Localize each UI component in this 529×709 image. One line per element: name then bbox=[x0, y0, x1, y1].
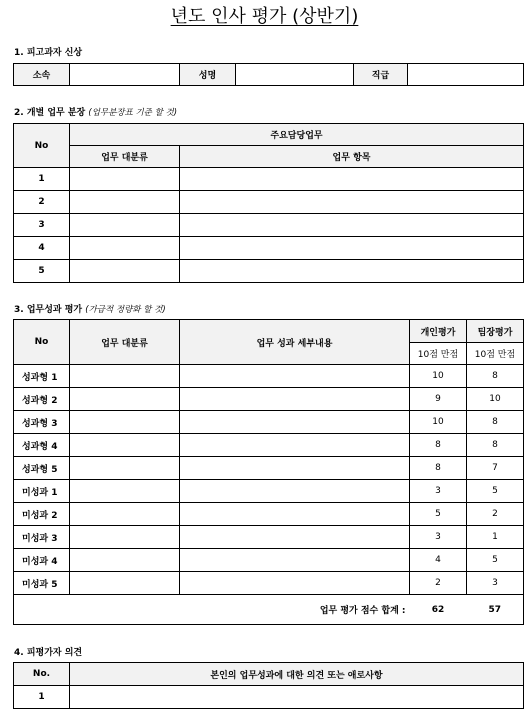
perf-category-cell[interactable] bbox=[70, 526, 180, 549]
self-eval-header: 개인평가 bbox=[410, 320, 467, 343]
manager-score-cell[interactable]: 1 bbox=[467, 526, 524, 549]
position-field[interactable] bbox=[408, 64, 524, 86]
self-score-cell[interactable]: 5 bbox=[410, 503, 467, 526]
perf-row-no: 성과형 1 bbox=[14, 365, 70, 388]
manager-eval-max: 10점 만점 bbox=[467, 343, 524, 365]
self-score-cell[interactable]: 3 bbox=[410, 480, 467, 503]
total-manager-score: 57 bbox=[467, 595, 524, 625]
perf-category-cell[interactable] bbox=[70, 480, 180, 503]
perf-detail-cell[interactable] bbox=[180, 388, 410, 411]
perf-row-no: 미성과 1 bbox=[14, 480, 70, 503]
duty-assignment-table bbox=[13, 123, 524, 283]
duty-category-cell[interactable] bbox=[70, 168, 180, 191]
self-score-cell[interactable]: 9 bbox=[410, 388, 467, 411]
opinion-table bbox=[13, 662, 524, 709]
duty-category-cell[interactable] bbox=[70, 214, 180, 237]
perf-row-no: 성과형 4 bbox=[14, 434, 70, 457]
manager-score-cell[interactable]: 2 bbox=[467, 503, 524, 526]
duty-item-cell[interactable] bbox=[180, 260, 524, 283]
perf-category-cell[interactable] bbox=[70, 572, 180, 595]
label-department: 소속 bbox=[14, 64, 70, 86]
perf-row-no: 성과형 5 bbox=[14, 457, 70, 480]
perf-category-cell[interactable] bbox=[70, 411, 180, 434]
section3-note: (가급적 정량화 할 것) bbox=[85, 305, 166, 315]
duty-no-header: No bbox=[14, 124, 70, 168]
manager-score-cell[interactable]: 3 bbox=[467, 572, 524, 595]
label-name: 성명 bbox=[180, 64, 236, 86]
perf-row-no: 미성과 5 bbox=[14, 572, 70, 595]
section4-heading: 4. 피평가자 의견 bbox=[14, 648, 83, 658]
perf-category-header: 업무 대분류 bbox=[70, 320, 180, 365]
perf-category-cell[interactable] bbox=[70, 434, 180, 457]
manager-score-cell[interactable]: 8 bbox=[467, 434, 524, 457]
duty-row-no: 3 bbox=[14, 214, 70, 237]
opinion-header: 본인의 업무성과에 대한 의견 또는 애로사항 bbox=[70, 663, 524, 686]
duty-category-cell[interactable] bbox=[70, 260, 180, 283]
perf-category-cell[interactable] bbox=[70, 549, 180, 572]
perf-row-no: 성과형 3 bbox=[14, 411, 70, 434]
perf-detail-cell[interactable] bbox=[180, 457, 410, 480]
name-field[interactable] bbox=[236, 64, 354, 86]
duty-row-no: 1 bbox=[14, 168, 70, 191]
perf-row-no: 미성과 3 bbox=[14, 526, 70, 549]
self-score-cell[interactable]: 4 bbox=[410, 549, 467, 572]
duty-category-cell[interactable] bbox=[70, 237, 180, 260]
label-position: 직급 bbox=[354, 64, 408, 86]
duty-item-cell[interactable] bbox=[180, 214, 524, 237]
perf-detail-cell[interactable] bbox=[180, 503, 410, 526]
duty-item-header: 업무 항목 bbox=[180, 146, 524, 168]
perf-category-cell[interactable] bbox=[70, 388, 180, 411]
perf-detail-cell[interactable] bbox=[180, 572, 410, 595]
self-score-cell[interactable]: 3 bbox=[410, 526, 467, 549]
total-score-label: 업무 평가 점수 합계 : bbox=[14, 595, 410, 625]
section3-heading: 3. 업무성과 평가 (가급적 정량화 할 것) bbox=[14, 305, 166, 315]
performance-table bbox=[13, 319, 524, 625]
section1-heading: 1. 피고과자 신상 bbox=[14, 48, 83, 58]
opinion-no-header: No. bbox=[14, 663, 70, 686]
perf-row-no: 미성과 2 bbox=[14, 503, 70, 526]
perf-no-header: No bbox=[14, 320, 70, 365]
self-score-cell[interactable]: 8 bbox=[410, 434, 467, 457]
perf-detail-cell[interactable] bbox=[180, 365, 410, 388]
manager-score-cell[interactable]: 7 bbox=[467, 457, 524, 480]
department-field[interactable] bbox=[70, 64, 180, 86]
perf-detail-cell[interactable] bbox=[180, 549, 410, 572]
duty-category-cell[interactable] bbox=[70, 191, 180, 214]
section2-note: (업무분장표 기준 할 것) bbox=[88, 108, 178, 118]
duty-row-no: 2 bbox=[14, 191, 70, 214]
duty-item-cell[interactable] bbox=[180, 168, 524, 191]
manager-score-cell[interactable]: 8 bbox=[467, 411, 524, 434]
section2-heading: 2. 개별 업무 분장 (업무분장표 기준 할 것) bbox=[14, 108, 178, 118]
perf-detail-cell[interactable] bbox=[180, 526, 410, 549]
opinion-cell[interactable] bbox=[70, 686, 524, 709]
perf-row-no: 미성과 4 bbox=[14, 549, 70, 572]
opinion-row-no: 1 bbox=[14, 686, 70, 709]
duty-row-no: 4 bbox=[14, 237, 70, 260]
duty-group-header: 주요담당업무 bbox=[70, 124, 524, 146]
perf-row-no: 성과형 2 bbox=[14, 388, 70, 411]
perf-detail-cell[interactable] bbox=[180, 480, 410, 503]
self-score-cell[interactable]: 2 bbox=[410, 572, 467, 595]
self-score-cell[interactable]: 8 bbox=[410, 457, 467, 480]
manager-score-cell[interactable]: 5 bbox=[467, 480, 524, 503]
self-eval-max: 10점 만점 bbox=[410, 343, 467, 365]
manager-score-cell[interactable]: 5 bbox=[467, 549, 524, 572]
duty-item-cell[interactable] bbox=[180, 237, 524, 260]
page-title: 년도 인사 평가 (상반기) bbox=[170, 6, 359, 27]
perf-category-cell[interactable] bbox=[70, 503, 180, 526]
manager-eval-header: 팀장평가 bbox=[467, 320, 524, 343]
perf-detail-header: 업무 성과 세부내용 bbox=[180, 320, 410, 365]
perf-detail-cell[interactable] bbox=[180, 411, 410, 434]
personal-info-table bbox=[13, 63, 524, 86]
duty-item-cell[interactable] bbox=[180, 191, 524, 214]
perf-category-cell[interactable] bbox=[70, 457, 180, 480]
perf-category-cell[interactable] bbox=[70, 365, 180, 388]
perf-detail-cell[interactable] bbox=[180, 434, 410, 457]
manager-score-cell[interactable]: 8 bbox=[467, 365, 524, 388]
total-self-score: 62 bbox=[410, 595, 467, 625]
self-score-cell[interactable]: 10 bbox=[410, 411, 467, 434]
duty-category-header: 업무 대분류 bbox=[70, 146, 180, 168]
duty-row-no: 5 bbox=[14, 260, 70, 283]
manager-score-cell[interactable]: 10 bbox=[467, 388, 524, 411]
self-score-cell[interactable]: 10 bbox=[410, 365, 467, 388]
